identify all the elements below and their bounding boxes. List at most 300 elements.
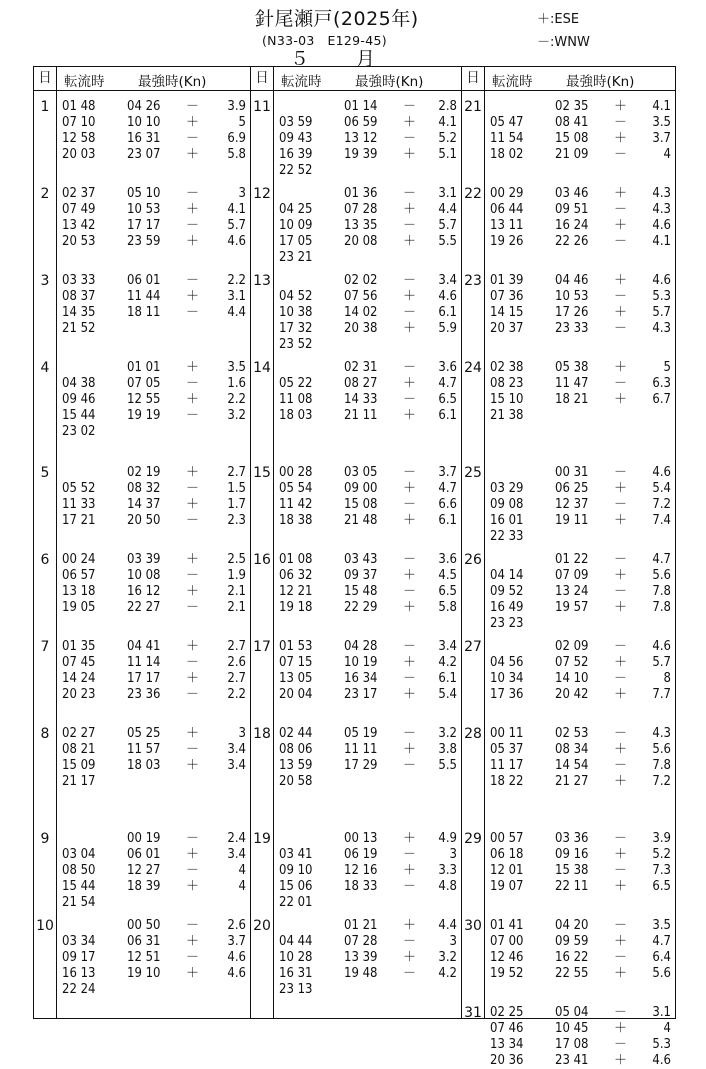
direction-sign: ＋ [186, 392, 200, 407]
speed-knots: 2.2 [227, 273, 246, 288]
slack-time: 12 58 [62, 131, 96, 146]
day-number: 26 [464, 552, 482, 568]
table-row [34, 966, 250, 982]
direction-sign: － [186, 568, 200, 583]
table-row [251, 234, 461, 250]
slack-time: 15 10 [490, 392, 524, 407]
direction-sign: ＋ [614, 99, 628, 114]
speed-knots: 5.7 [652, 305, 671, 320]
max-time: 10 08 [127, 568, 161, 583]
direction-sign: － [186, 481, 200, 496]
direction-sign: － [614, 726, 628, 741]
direction-sign: ＋ [186, 360, 200, 375]
slack-time: 21 17 [62, 774, 96, 789]
slack-time: 11 42 [279, 497, 313, 512]
max-time: 23 07 [127, 147, 161, 162]
table-row [34, 552, 250, 568]
table-row [462, 115, 675, 131]
max-time: 21 11 [344, 408, 378, 423]
direction-sign: ＋ [403, 115, 417, 130]
max-time: 19 48 [344, 966, 378, 981]
max-time: 12 51 [127, 950, 161, 965]
direction-sign: － [403, 758, 417, 773]
slack-time: 05 54 [279, 481, 313, 496]
table-row [251, 934, 461, 950]
table-row [462, 726, 675, 742]
max-time: 07 52 [555, 655, 589, 670]
speed-knots: 3.5 [227, 360, 246, 375]
slack-time: 09 17 [62, 950, 96, 965]
table-row [34, 465, 250, 481]
direction-sign: － [614, 202, 628, 217]
table-row [251, 321, 461, 337]
slack-time: 23 52 [279, 337, 313, 352]
table-row [462, 863, 675, 879]
direction-sign: － [186, 218, 200, 233]
direction-sign: － [614, 115, 628, 130]
day-number: 16 [253, 552, 271, 568]
column-header [34, 67, 250, 91]
speed-knots: 3.4 [438, 639, 457, 654]
speed-knots: 1.6 [227, 376, 246, 391]
slack-time: 19 18 [279, 600, 313, 615]
day-number: 5 [40, 465, 50, 481]
direction-sign: ＋ [186, 671, 200, 686]
table-row [34, 726, 250, 742]
max-time: 00 50 [127, 918, 161, 933]
slack-time: 09 46 [62, 392, 96, 407]
slack-time: 17 36 [490, 687, 524, 702]
slack-time: 13 34 [490, 1037, 524, 1052]
max-time: 18 39 [127, 879, 161, 894]
day-number: 31 [464, 1005, 482, 1021]
table-row [462, 758, 675, 774]
direction-sign: － [614, 831, 628, 846]
table-row [462, 99, 675, 115]
day-number: 8 [40, 726, 50, 742]
speed-knots: 5.7 [227, 218, 246, 233]
direction-sign: ＋ [403, 321, 417, 336]
direction-sign: － [403, 671, 417, 686]
table-row [34, 742, 250, 758]
slack-time: 19 52 [490, 966, 524, 981]
max-time: 10 10 [127, 115, 161, 130]
direction-sign: － [614, 1037, 628, 1052]
slack-time: 00 29 [490, 186, 524, 201]
day-number: 22 [464, 186, 482, 202]
direction-sign: ＋ [186, 847, 200, 862]
day-number: 21 [464, 99, 482, 115]
max-time: 16 24 [555, 218, 589, 233]
table-row [462, 529, 675, 545]
speed-knots: 4.1 [227, 202, 246, 217]
speed-knots: 6.6 [438, 497, 457, 512]
max-time: 05 25 [127, 726, 161, 741]
slack-time: 00 24 [62, 552, 96, 567]
direction-sign: ＋ [403, 568, 417, 583]
table-row [34, 305, 250, 321]
speed-knots: 7.2 [652, 497, 671, 512]
max-time: 15 08 [344, 497, 378, 512]
table-row [34, 273, 250, 289]
direction-sign: ＋ [186, 934, 200, 949]
slack-time: 07 15 [279, 655, 313, 670]
speed-knots: 4.6 [652, 273, 671, 288]
table-row [34, 360, 250, 376]
table-row [462, 950, 675, 966]
slack-time: 22 33 [490, 529, 524, 544]
table-column-days-11-20 [250, 67, 461, 1018]
speed-knots: 4 [663, 147, 671, 162]
table-row [462, 1005, 675, 1021]
max-time: 02 02 [344, 273, 378, 288]
slack-time: 20 23 [62, 687, 96, 702]
header-slack-time: 転流時 [492, 74, 533, 90]
direction-sign: － [403, 131, 417, 146]
table-row [251, 360, 461, 376]
table-row [462, 218, 675, 234]
slack-time: 08 21 [62, 742, 96, 757]
direction-sign: ＋ [614, 218, 628, 233]
slack-time: 18 38 [279, 513, 313, 528]
table-row [251, 671, 461, 687]
max-time: 03 36 [555, 831, 589, 846]
slack-time: 15 44 [62, 879, 96, 894]
table-row [462, 1021, 675, 1037]
table-row [462, 321, 675, 337]
slack-time: 00 11 [490, 726, 524, 741]
table-row [34, 982, 250, 998]
speed-knots: 5.6 [652, 966, 671, 981]
direction-sign: － [186, 99, 200, 114]
direction-sign: － [403, 218, 417, 233]
speed-knots: 4 [663, 1021, 671, 1036]
table-row [34, 584, 250, 600]
day-number: 3 [40, 273, 50, 289]
speed-knots: 3.4 [227, 742, 246, 757]
table-row [251, 305, 461, 321]
max-time: 10 19 [344, 655, 378, 670]
location-coordinates: (N33-03 E129-45) [262, 33, 387, 48]
direction-sign: － [403, 305, 417, 320]
max-time: 05 10 [127, 186, 161, 201]
max-time: 15 48 [344, 584, 378, 599]
slack-time: 14 35 [62, 305, 96, 320]
max-time: 17 08 [555, 1037, 589, 1052]
table-row [251, 950, 461, 966]
direction-sign: － [614, 639, 628, 654]
direction-sign: － [614, 863, 628, 878]
max-time: 23 17 [344, 687, 378, 702]
max-time: 02 35 [555, 99, 589, 114]
day-number: 11 [253, 99, 271, 115]
table-row [462, 639, 675, 655]
speed-knots: 1.5 [227, 481, 246, 496]
max-time: 09 00 [344, 481, 378, 496]
table-row [251, 147, 461, 163]
direction-sign: ＋ [186, 234, 200, 249]
direction-sign: ＋ [403, 202, 417, 217]
direction-sign: ＋ [403, 742, 417, 757]
direction-sign: － [614, 147, 628, 162]
speed-knots: 1.7 [227, 497, 246, 512]
speed-knots: 7.3 [652, 863, 671, 878]
speed-knots: 4 [238, 863, 246, 878]
table-row [462, 600, 675, 616]
table-row [251, 115, 461, 131]
speed-knots: 4.3 [652, 202, 671, 217]
table-row [34, 950, 250, 966]
day-number: 17 [253, 639, 271, 655]
speed-knots: 2.8 [438, 99, 457, 114]
direction-sign: － [614, 321, 628, 336]
slack-time: 18 02 [490, 147, 524, 162]
speed-knots: 2.1 [227, 584, 246, 599]
max-time: 17 26 [555, 305, 589, 320]
speed-knots: 4.6 [652, 1053, 671, 1068]
direction-sign: － [614, 497, 628, 512]
table-row [251, 895, 461, 911]
table-row [34, 758, 250, 774]
table-row [251, 982, 461, 998]
speed-knots: 3.5 [652, 918, 671, 933]
speed-knots: 3.7 [652, 131, 671, 146]
header-slack-time: 転流時 [281, 74, 322, 90]
table-row [251, 186, 461, 202]
day-number: 24 [464, 360, 482, 376]
slack-time: 19 07 [490, 879, 524, 894]
speed-knots: 4.4 [438, 202, 457, 217]
table-row [462, 360, 675, 376]
slack-time: 07 49 [62, 202, 96, 217]
speed-knots: 4.7 [438, 481, 457, 496]
direction-sign: ＋ [614, 966, 628, 981]
max-time: 18 03 [127, 758, 161, 773]
slack-time: 20 53 [62, 234, 96, 249]
max-time: 18 33 [344, 879, 378, 894]
speed-knots: 3.3 [438, 863, 457, 878]
max-time: 11 57 [127, 742, 161, 757]
speed-knots: 5 [663, 360, 671, 375]
direction-sign: ＋ [403, 655, 417, 670]
table-row [462, 655, 675, 671]
max-time: 07 05 [127, 376, 161, 391]
slack-time: 04 52 [279, 289, 313, 304]
speed-knots: 5.3 [652, 289, 671, 304]
max-time: 04 41 [127, 639, 161, 654]
direction-sign: ＋ [186, 202, 200, 217]
day-number: 13 [253, 273, 271, 289]
table-row [34, 513, 250, 529]
max-time: 12 37 [555, 497, 589, 512]
table-row [462, 774, 675, 790]
table-row [462, 408, 675, 424]
speed-knots: 2.5 [227, 552, 246, 567]
speed-knots: 4 [238, 879, 246, 894]
legend-minus-direction: －:WNW [537, 35, 590, 50]
speed-knots: 3.2 [227, 408, 246, 423]
max-time: 05 38 [555, 360, 589, 375]
speed-knots: 6.7 [652, 392, 671, 407]
table-row [462, 131, 675, 147]
table-row [462, 687, 675, 703]
day-number: 12 [253, 186, 271, 202]
table-row [251, 918, 461, 934]
direction-sign: ＋ [614, 481, 628, 496]
speed-knots: 4.4 [227, 305, 246, 320]
slack-time: 22 24 [62, 982, 96, 997]
table-row [462, 481, 675, 497]
table-row [34, 99, 250, 115]
table-row [462, 234, 675, 250]
table-row [251, 863, 461, 879]
max-time: 08 41 [555, 115, 589, 130]
max-time: 09 16 [555, 847, 589, 862]
max-time: 14 10 [555, 671, 589, 686]
table-row [251, 465, 461, 481]
table-row [34, 424, 250, 440]
slack-time: 09 43 [279, 131, 313, 146]
table-row [34, 131, 250, 147]
slack-time: 07 36 [490, 289, 524, 304]
direction-sign: － [403, 584, 417, 599]
max-time: 04 26 [127, 99, 161, 114]
table-row [34, 568, 250, 584]
speed-knots: 3.1 [438, 186, 457, 201]
table-row [34, 774, 250, 790]
slack-time: 09 10 [279, 863, 313, 878]
slack-time: 12 46 [490, 950, 524, 965]
slack-time: 15 44 [62, 408, 96, 423]
table-row [251, 655, 461, 671]
direction-sign: ＋ [614, 1053, 628, 1068]
direction-sign: ＋ [614, 742, 628, 757]
direction-sign: － [186, 186, 200, 201]
max-time: 06 01 [127, 847, 161, 862]
max-time: 17 29 [344, 758, 378, 773]
direction-sign: ＋ [614, 600, 628, 615]
direction-sign: ＋ [614, 273, 628, 288]
table-row [34, 289, 250, 305]
month-label: ５ 月 [290, 48, 390, 70]
speed-knots: 4.1 [438, 115, 457, 130]
table-row [34, 376, 250, 392]
table-row [34, 655, 250, 671]
direction-sign: － [186, 408, 200, 423]
table-row [251, 513, 461, 529]
direction-sign: ＋ [614, 513, 628, 528]
speed-knots: 4.6 [227, 966, 246, 981]
max-time: 08 32 [127, 481, 161, 496]
direction-sign: ＋ [186, 465, 200, 480]
direction-sign: ＋ [614, 186, 628, 201]
speed-knots: 7.7 [652, 687, 671, 702]
max-time: 17 17 [127, 218, 161, 233]
slack-time: 16 39 [279, 147, 313, 162]
max-time: 06 31 [127, 934, 161, 949]
direction-sign: ＋ [403, 600, 417, 615]
table-row [34, 879, 250, 895]
table-row [462, 742, 675, 758]
max-time: 03 43 [344, 552, 378, 567]
speed-knots: 3 [238, 186, 246, 201]
direction-sign: － [614, 918, 628, 933]
slack-time: 02 27 [62, 726, 96, 741]
max-time: 15 08 [555, 131, 589, 146]
table-row [462, 289, 675, 305]
speed-knots: 3.4 [227, 758, 246, 773]
speed-knots: 6.3 [652, 376, 671, 391]
direction-sign: － [403, 966, 417, 981]
max-time: 16 12 [127, 584, 161, 599]
max-time: 21 48 [344, 513, 378, 528]
speed-knots: 2.1 [227, 600, 246, 615]
max-time: 01 36 [344, 186, 378, 201]
direction-sign: ＋ [403, 408, 417, 423]
table-row [34, 186, 250, 202]
direction-sign: ＋ [403, 289, 417, 304]
speed-knots: 5 [238, 115, 246, 130]
direction-sign: ＋ [186, 147, 200, 162]
slack-time: 21 52 [62, 321, 96, 336]
day-number: 25 [464, 465, 482, 481]
max-time: 23 33 [555, 321, 589, 336]
speed-knots: 5.2 [438, 131, 457, 146]
direction-sign: ＋ [186, 966, 200, 981]
max-time: 11 44 [127, 289, 161, 304]
max-time: 00 13 [344, 831, 378, 846]
day-number: 20 [253, 918, 271, 934]
slack-time: 10 28 [279, 950, 313, 965]
table-row [462, 305, 675, 321]
direction-sign: － [614, 465, 628, 480]
speed-knots: 6.1 [438, 408, 457, 423]
day-number: 27 [464, 639, 482, 655]
table-row [34, 321, 250, 337]
max-time: 20 38 [344, 321, 378, 336]
slack-time: 03 29 [490, 481, 524, 496]
slack-time: 08 50 [62, 863, 96, 878]
direction-sign: － [614, 234, 628, 249]
day-number: 30 [464, 918, 482, 934]
direction-sign: － [186, 742, 200, 757]
max-time: 12 27 [127, 863, 161, 878]
speed-knots: 5.7 [438, 218, 457, 233]
table-row [462, 966, 675, 982]
max-time: 13 24 [555, 584, 589, 599]
speed-knots: 6.1 [438, 513, 457, 528]
max-time: 11 11 [344, 742, 378, 757]
table-row [462, 186, 675, 202]
direction-sign: － [186, 831, 200, 846]
slack-time: 08 37 [62, 289, 96, 304]
max-time: 06 25 [555, 481, 589, 496]
max-time: 18 11 [127, 305, 161, 320]
slack-time: 05 47 [490, 115, 524, 130]
speed-knots: 2.4 [227, 831, 246, 846]
max-time: 18 21 [555, 392, 589, 407]
header-max-time: 最強時(Kn) [138, 74, 207, 90]
table-row [462, 465, 675, 481]
speed-knots: 3.6 [438, 360, 457, 375]
max-time: 07 28 [344, 202, 378, 217]
direction-sign: － [403, 497, 417, 512]
table-row [462, 671, 675, 687]
speed-knots: 3 [449, 934, 457, 949]
slack-time: 19 05 [62, 600, 96, 615]
speed-knots: 3 [449, 847, 457, 862]
table-row [34, 481, 250, 497]
